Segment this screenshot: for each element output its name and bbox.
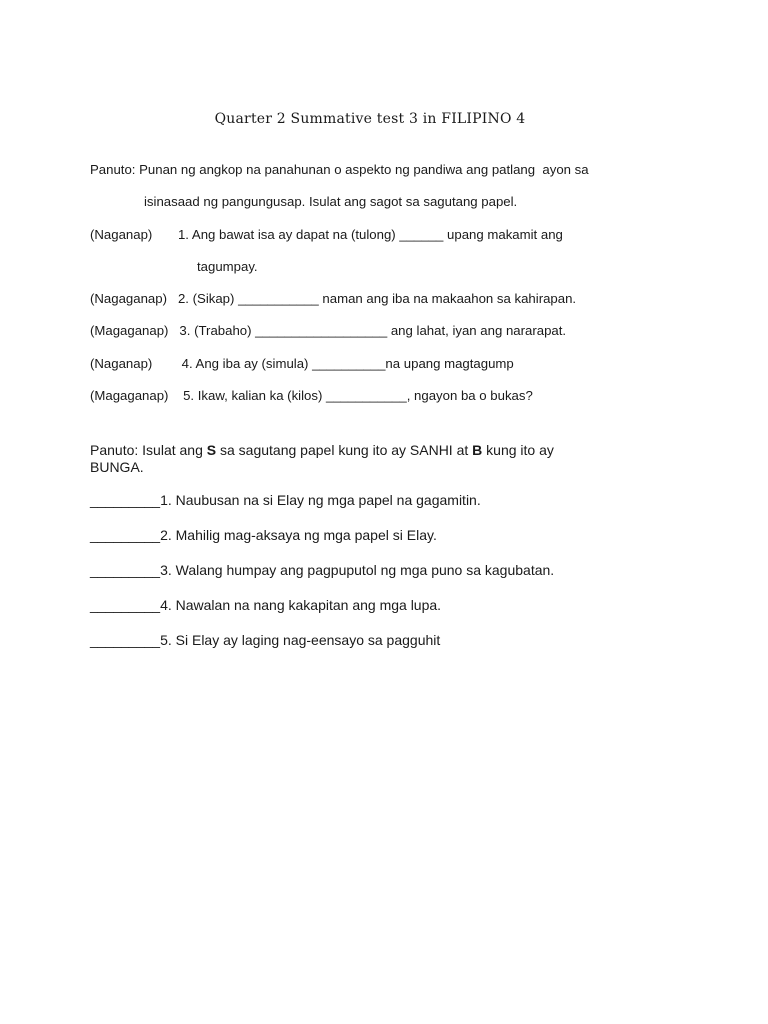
sanhi-bunga-item-4: _________4. Nawalan na nang kakapitan ang mga lupa.: [90, 597, 442, 613]
sanhi-letter: S: [206, 442, 217, 458]
instruction-2-line-2: BUNGA.: [90, 459, 144, 475]
question-4: (Naganap) 4. Ang iba ay (simula) __________na upang magtagump: [90, 356, 514, 371]
sanhi-bunga-item-2: _________2. Mahilig mag-aksaya ng mga papel si Elay.: [90, 527, 437, 543]
question-5: (Magaganap) 5. Ikaw, kalian ka (kilos) ___________, ngayon ba o bukas?: [90, 388, 533, 403]
bunga-letter: B: [472, 442, 483, 458]
sanhi-bunga-item-1: _________1. Naubusan na si Elay ng mga papel na gagamitin.: [90, 492, 481, 508]
instruction-1-line-2: isinasaad ng pangungusap. Isulat ang sagot sa sagutang papel.: [144, 194, 518, 209]
question-1-continuation: tagumpay.: [197, 259, 258, 274]
sanhi-bunga-item-5: _________5. Si Elay ay laging nag-eensayo sa pagguhit: [90, 632, 441, 648]
question-3: (Magaganap) 3. (Trabaho) __________________ ang lahat, iyan ang nararapat.: [90, 323, 567, 338]
instruction-1-line-1: Panuto: Punan ng angkop na panahunan o aspekto ng pandiwa ang patlang ayon sa: [90, 162, 589, 177]
instruction-2-mid: sa sagutang papel kung ito ay SANHI at: [216, 442, 473, 458]
page-title: Quarter 2 Summative test 3 in FILIPINO 4: [214, 111, 526, 127]
instruction-2-prefix: Panuto: Isulat ang: [90, 442, 207, 458]
instruction-2-line-1: [90, 442, 554, 458]
question-1: (Naganap) 1. Ang bawat isa ay dapat na (tulong) ______ upang makamit ang: [90, 227, 563, 242]
sanhi-bunga-item-3: _________3. Walang humpay ang pagpuputol ng mga puno sa kagubatan.: [90, 562, 555, 578]
question-2: (Nagaganap) 2. (Sikap) ___________ naman ang iba na makaahon sa kahirapan.: [90, 291, 577, 306]
instruction-2-suffix: kung ito ay: [482, 442, 554, 458]
